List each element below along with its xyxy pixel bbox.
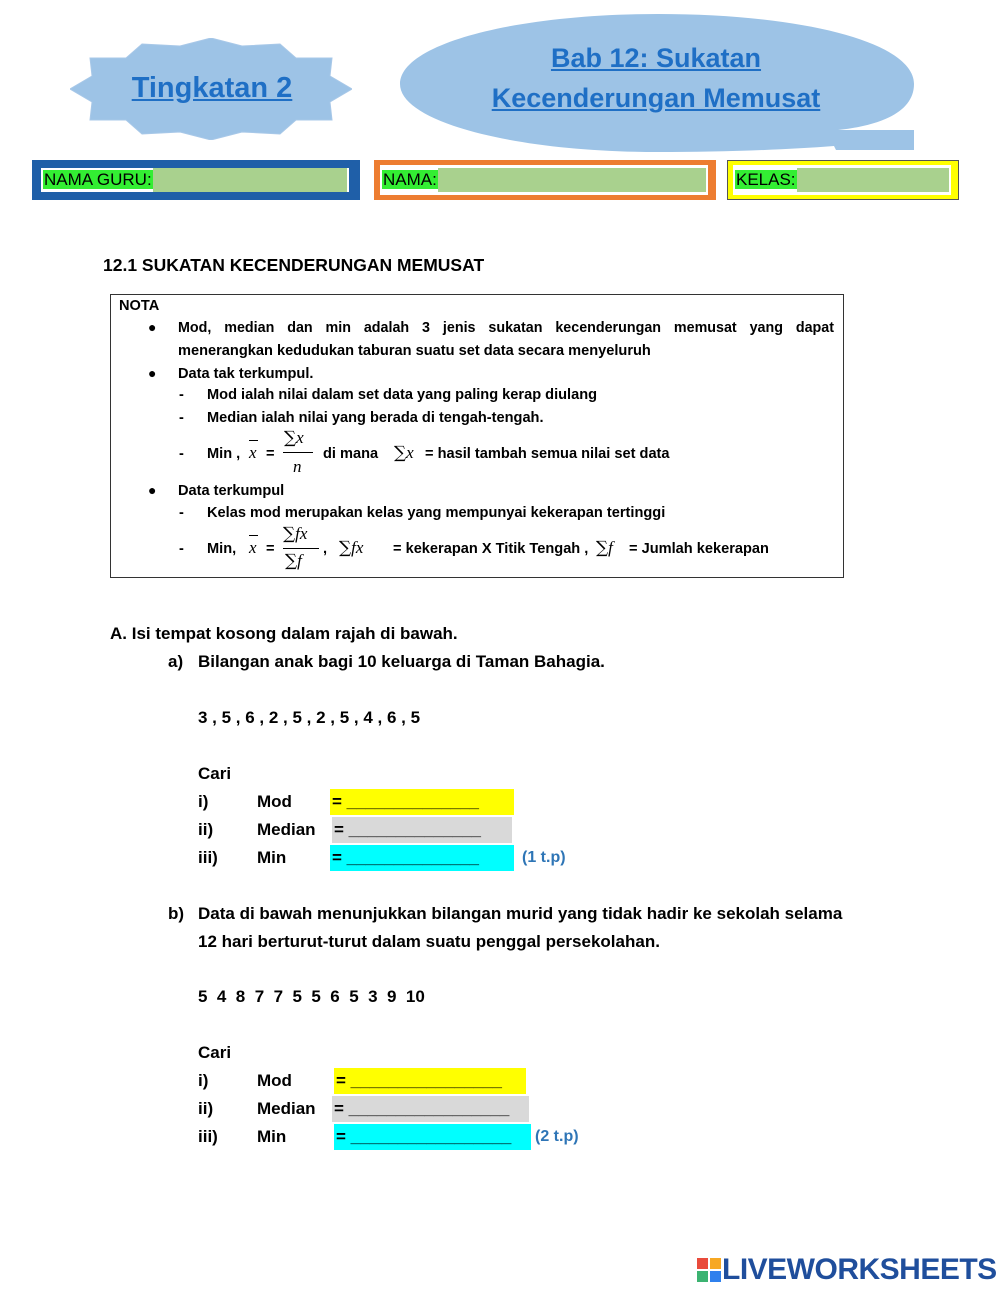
class-label: KELAS: [736, 170, 796, 189]
dash-icon: - [179, 505, 184, 521]
part-a-item-name: Mod [257, 792, 292, 811]
part-a-item-num: iii) [198, 848, 218, 867]
chapter-title-line1: Bab 12: Sukatan [550, 43, 762, 73]
nota-bullet1-line2: menerangkan kedudukan taburan suatu set data secara menyeluruh [178, 343, 651, 359]
sum-x-symbol: ∑x [394, 443, 414, 463]
part-b-find: Cari [198, 1043, 232, 1062]
nota-ungrouped-median: Median ialah nilai yang berada di tengah-tengah. [207, 410, 544, 426]
xbar-symbol: x [249, 443, 257, 462]
comma: , [323, 541, 328, 557]
bullet-icon: ● [148, 482, 157, 498]
part-b-item-name: Min [257, 1127, 287, 1146]
bullet-icon: ● [148, 365, 157, 381]
chapter-title-line2: Kecenderungan Memusat [491, 83, 821, 113]
sum-fx-numerator: ∑fx [283, 524, 308, 544]
fraction-line [283, 548, 319, 549]
nota-title: NOTA [119, 298, 160, 314]
part-a-item-num: ii) [198, 820, 214, 839]
nota-bullet3: Data terkumpul [178, 483, 285, 499]
part-b-item-name: Median [257, 1099, 316, 1118]
part-b-prompt-line2: 12 hari berturut-turut dalam suatu penggal persekolahan. [198, 932, 660, 951]
nota-ungrouped-mean-label: Min , [207, 446, 241, 462]
part-b-item-name: Mod [257, 1071, 292, 1090]
nota-ungrouped-mode: Mod ialah nilai dalam set data yang paling kerap diulang [207, 387, 598, 403]
sum-fx-symbol: ∑fx [339, 538, 364, 558]
nota-ungrouped-mean-sum-desc: = hasil tambah semua nilai set data [425, 446, 670, 462]
nota-grouped-fx-desc: = kekerapan X Titik Tengah , [393, 541, 589, 557]
part-a-label: a) [168, 652, 184, 671]
part-a-median-answer[interactable]: = ______________ [332, 817, 512, 843]
part-b-mode-answer[interactable]: = ________________ [334, 1068, 526, 1094]
dash-icon: - [179, 446, 184, 462]
nota-grouped-mean-label: Min, [207, 541, 237, 557]
nota-ungrouped-mean-where: di mana [323, 446, 379, 462]
equals-sign: = [266, 541, 275, 557]
nota-grouped-f-desc: = Jumlah kekerapan [629, 541, 769, 557]
part-a-item-name: Min [257, 848, 287, 867]
sum-f-symbol: ∑f [596, 538, 613, 558]
part-a-precision: (1 t.p) [522, 849, 566, 866]
sum-f-denominator: ∑f [285, 551, 302, 571]
dash-icon: - [179, 387, 184, 403]
dash-icon: - [179, 410, 184, 426]
grade-title: Tingkatan 2 [131, 72, 293, 104]
dash-icon: - [179, 541, 184, 557]
part-b-mean-answer[interactable]: = _________________ [334, 1124, 531, 1150]
xbar-symbol: x [249, 538, 257, 557]
part-a-item-name: Median [257, 820, 316, 839]
class-field [727, 160, 959, 200]
nota-bullet1-line1: Mod, median dan min adalah 3 jenis sukatan kecenderungan memusat yang dapat [178, 320, 834, 336]
teacher-name-label: NAMA GURU: [44, 170, 152, 189]
part-a-item-num: i) [198, 792, 209, 811]
part-a-mode-answer[interactable]: = ______________ [330, 789, 514, 815]
teacher-name-input[interactable] [153, 168, 347, 192]
fraction-line [283, 452, 313, 453]
part-b-prompt-line1: Data di bawah menunjukkan bilangan murid yang tidak hadir ke sekolah selama [198, 904, 843, 923]
part-b-item-num: iii) [198, 1127, 218, 1146]
bullet-icon: ● [148, 319, 157, 335]
part-b-item-num: ii) [198, 1099, 214, 1118]
part-a-mean-answer[interactable]: = ______________ [330, 845, 514, 871]
sum-x-numerator: ∑x [284, 428, 304, 448]
student-name-label: NAMA: [383, 170, 437, 189]
part-b-precision: (2 t.p) [535, 1128, 579, 1145]
nota-grouped-modal-class: Kelas mod merupakan kelas yang mempunyai kekerapan tertinggi [207, 505, 666, 521]
part-a-data: 3 , 5 , 6 , 2 , 5 , 2 , 5 , 4 , 6 , 5 [198, 708, 421, 727]
part-b-data: 5 4 8 7 7 5 5 6 5 3 9 10 [198, 987, 425, 1006]
nota-bullet2: Data tak terkumpul. [178, 366, 314, 382]
teacher-name-field [32, 160, 360, 200]
nota-box [110, 294, 844, 578]
student-name-field [374, 160, 716, 200]
part-a-prompt: Bilangan anak bagi 10 keluarga di Taman Bahagia. [198, 652, 605, 671]
liveworksheets-logo-text: LIVEWORKSHEETS [722, 1253, 997, 1286]
part-a-find: Cari [198, 764, 232, 783]
class-input[interactable] [797, 168, 949, 192]
equals-sign: = [266, 446, 275, 462]
xbar-overline [249, 440, 258, 441]
student-name-input[interactable] [438, 168, 706, 192]
part-b-label: b) [168, 904, 185, 923]
n-denominator: n [293, 457, 302, 476]
part-b-item-num: i) [198, 1071, 209, 1090]
section-a-heading: A. Isi tempat kosong dalam rajah di bawah. [110, 624, 458, 643]
liveworksheets-logo-icon [697, 1258, 721, 1282]
section-heading: 12.1 SUKATAN KECENDERUNGAN MEMUSAT [103, 255, 485, 275]
part-b-median-answer[interactable]: = _________________ [332, 1096, 529, 1122]
xbar-overline [249, 535, 258, 536]
